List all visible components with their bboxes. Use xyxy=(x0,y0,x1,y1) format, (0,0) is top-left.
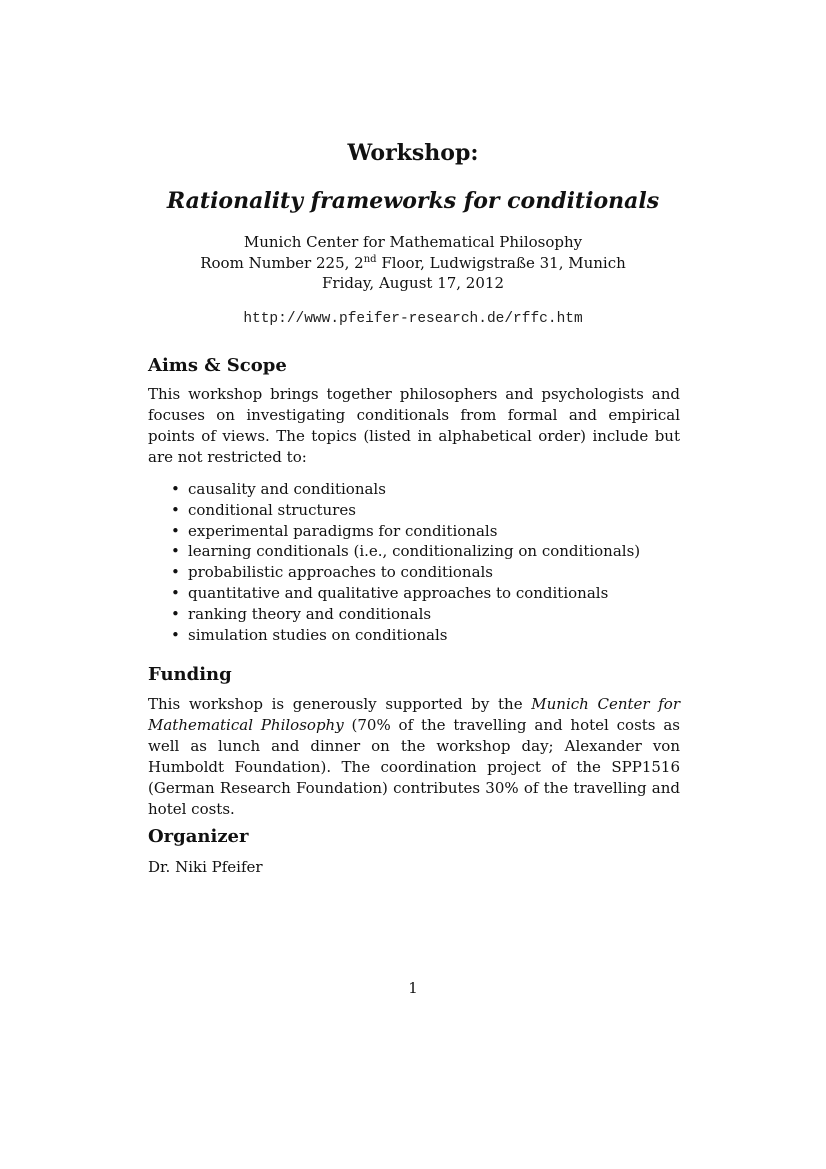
aims-section xyxy=(148,355,680,645)
bullet-icon: • xyxy=(171,583,180,602)
event-date: Friday, August 17, 2012 xyxy=(322,274,504,292)
topics-list xyxy=(148,479,680,645)
topic-text: quantitative and qualitative approaches to conditionals xyxy=(188,583,609,602)
list-item xyxy=(148,625,680,646)
aims-heading: Aims & Scope xyxy=(148,355,287,376)
list-item xyxy=(148,541,680,562)
list-item xyxy=(148,583,680,604)
page-number: 1 xyxy=(408,979,418,997)
funding-heading: Funding xyxy=(148,664,232,685)
organizer-heading: Organizer xyxy=(148,826,249,847)
list-item xyxy=(148,604,680,625)
topic-text: conditional structures xyxy=(188,500,356,519)
funding-institution: Munich Center for Mathematical Philosophy xyxy=(148,695,680,734)
topic-text: simulation studies on conditionals xyxy=(188,625,448,644)
venue-address-post: Floor, Ludwigstraße 31, Munich xyxy=(376,253,626,272)
topic-text: experimental paradigms for conditionals xyxy=(188,521,498,540)
topic-text: causality and conditionals xyxy=(188,480,386,498)
organizer-name: Dr. Niki Pfeifer xyxy=(148,858,263,876)
aims-text: This workshop brings together philosophers and psychologists and focuses on investigating conditionals from formal and empirical points of views. The topics (listed in alphabetical order) include but are not restricted to: xyxy=(148,385,680,466)
bullet-icon: • xyxy=(171,563,180,582)
workshop-url[interactable]: http://www.pfeifer-research.de/rffc.htm xyxy=(243,311,583,327)
workshop-label: Workshop: xyxy=(347,140,479,166)
venue-address xyxy=(0,253,826,274)
bullet-icon: • xyxy=(171,542,180,561)
bullet-icon: • xyxy=(171,500,180,519)
topic-text: learning conditionals (i.e., conditionalizing on conditionals) xyxy=(188,542,641,561)
venue-address-pre: Room Number 225, 2 xyxy=(200,253,364,272)
organizer-section xyxy=(148,826,680,878)
venue-institution: Munich Center for Mathematical Philosophy xyxy=(243,233,583,251)
bullet-icon: • xyxy=(171,521,180,540)
funding-text-post: (70% of the travelling and hotel costs as well as lunch and dinner on the workshop day; Alexander von Humboldt Foundation). The coordination project of the SPP1516 (German Research Foundation) contributes 30% of the travelling and hotel costs. xyxy=(148,716,680,818)
bullet-icon: • xyxy=(171,625,180,644)
funding-text-pre: This workshop is generously supported by the xyxy=(148,695,532,713)
topic-text: probabilistic approaches to conditionals xyxy=(188,563,494,582)
list-item xyxy=(148,479,680,500)
workshop-title: Rationality frameworks for conditionals xyxy=(166,188,660,214)
topic-text: ranking theory and conditionals xyxy=(188,604,432,623)
list-item xyxy=(148,500,680,521)
funding-text xyxy=(148,694,680,820)
list-item xyxy=(148,521,680,542)
bullet-icon: • xyxy=(171,604,180,623)
venue-address-sup: nd xyxy=(363,253,377,265)
funding-section xyxy=(148,664,680,820)
bullet-icon: • xyxy=(171,480,180,498)
list-item xyxy=(148,562,680,583)
venue-block xyxy=(0,232,826,294)
